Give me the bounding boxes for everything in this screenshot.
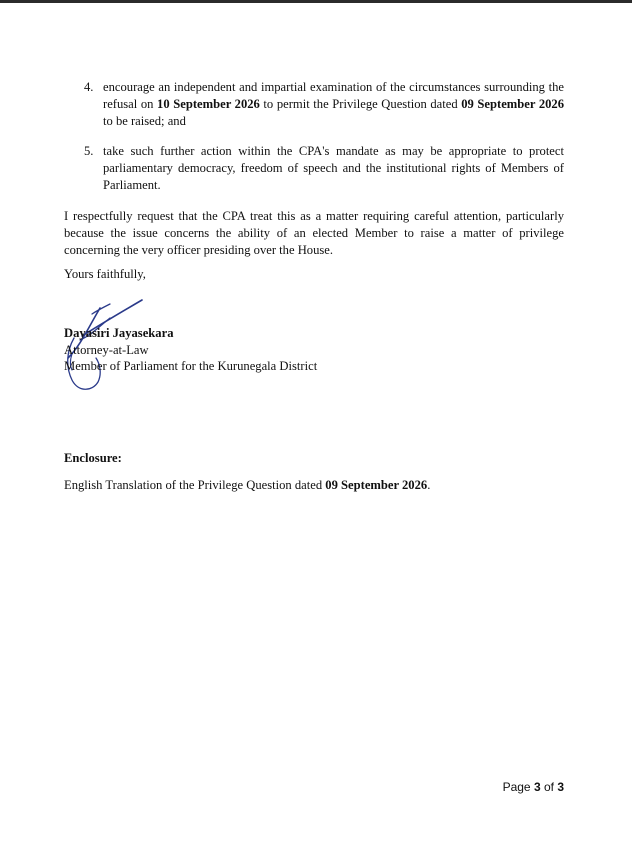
text-run: English Translation of the Privilege Question dated: [64, 478, 326, 492]
enclosure-date: 09 September 2026: [325, 478, 428, 492]
total-pages: 3: [557, 780, 564, 794]
text-run: to be raised; and: [103, 114, 186, 128]
enclosure-text: [64, 477, 430, 494]
request-paragraph: I respectfully request that the CPA treat this as a matter requiring careful attention, particularly because the issue concerns the ability of an elected Member to raise a matter of privilege concerning the very officer presiding over the House.: [64, 209, 564, 257]
enclosure-heading: [64, 450, 122, 467]
text-run: encourage an independent and impartial examination of the circumstances surrounding the refusal on: [103, 80, 564, 111]
signatory-name: Dayasiri Jayasekara: [64, 326, 174, 340]
text-run: .: [427, 478, 431, 492]
current-page: 3: [533, 780, 541, 794]
page-of-label: of: [540, 780, 558, 794]
text-run: to permit the Privilege Question dated: [259, 97, 462, 111]
page-number: [503, 780, 564, 794]
list-item-4: [84, 79, 564, 130]
page-label: Page: [502, 780, 534, 794]
enclosure-heading-text: Enclosure:: [64, 451, 122, 465]
closing-salutation: Yours faithfully,: [64, 267, 146, 281]
list-item-text: [103, 79, 564, 130]
signatory-title: Attorney-at-Law: [64, 342, 149, 357]
refusal-date: 10 September 2026: [157, 97, 260, 111]
list-number: 5.: [84, 144, 94, 158]
list-item-5: [84, 143, 564, 194]
list-number: 4.: [84, 80, 94, 94]
list-item-text: take such further action within the CPA's mandate as may be appropriate to protect parliamentary democracy, freedom of speech and the institutional rights of Members of Parliament.: [103, 144, 564, 192]
privilege-question-date: 09 September 2026: [461, 97, 565, 111]
signature-block: [64, 325, 317, 375]
signatory-role: Member of Parliament for the Kurunegala District: [64, 359, 318, 373]
